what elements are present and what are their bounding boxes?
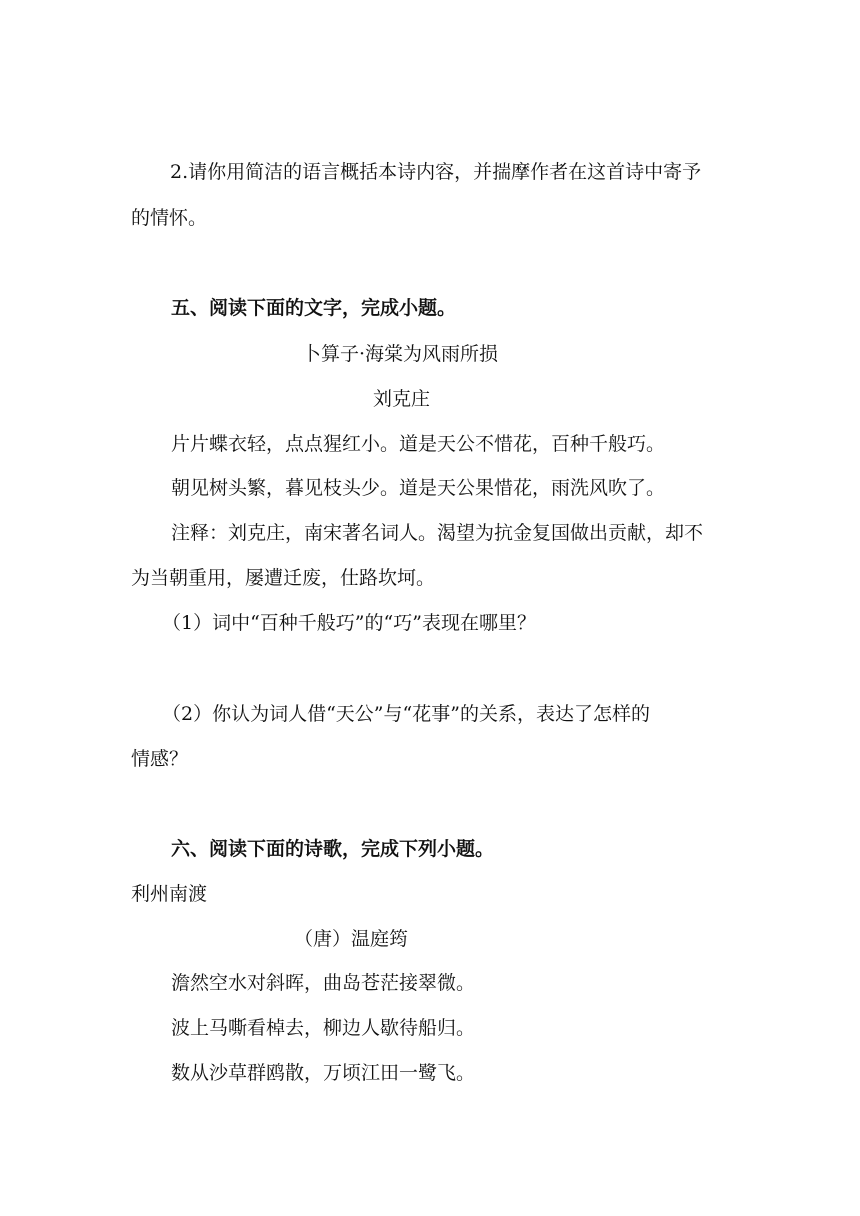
question-2-line-2: 的情怀。 [131,207,208,229]
section-6-verse-2: 波上马嘶看棹去，柳边人歇待船归。 [171,1017,476,1039]
section-5-question-2-line-1: （2）你认为词人借“天公”与“花事”的关系，表达了怎样的 [162,703,650,725]
section-6-poem-title: 利州南渡 [131,883,208,905]
section-6-verse-1: 澹然空水对斜晖，曲岛苍茫接翠微。 [171,972,476,994]
question-2-line-1: 2.请你用简洁的语言概括本诗内容，并揣摩作者在这首诗中寄予 [170,161,702,183]
section-5-verse-2: 朝见树头繁，暮见枝头少。道是天公果惜花，雨洗风吹了。 [171,477,666,499]
section-6-author: （唐）温庭筠 [294,928,409,950]
section-5-author: 刘克庄 [373,388,431,410]
section-5-note-line-2: 为当朝重用，屡遭迁废，仕路坎坷。 [131,567,436,589]
section-5-poem-title: 卜算子·海棠为风雨所损 [302,343,499,365]
section-5-note-line-1: 注释：刘克庄，南宋著名词人。渴望为抗金复国做出贡献，却不 [171,522,704,544]
section-6-heading: 六、阅读下面的诗歌，完成下列小题。 [171,838,495,860]
section-5-question-2-line-2: 情感？ [131,748,189,770]
section-5-verse-1: 片片蝶衣轻，点点猩红小。道是天公不惜花，百种千般巧。 [171,433,666,455]
section-5-heading: 五、阅读下面的文字，完成小题。 [171,297,457,319]
section-5-question-1: （1）词中“百种千般巧”的“巧”表现在哪里？ [162,612,536,634]
section-6-verse-3: 数从沙草群鸥散，万顷江田一鹭飞。 [171,1062,476,1084]
